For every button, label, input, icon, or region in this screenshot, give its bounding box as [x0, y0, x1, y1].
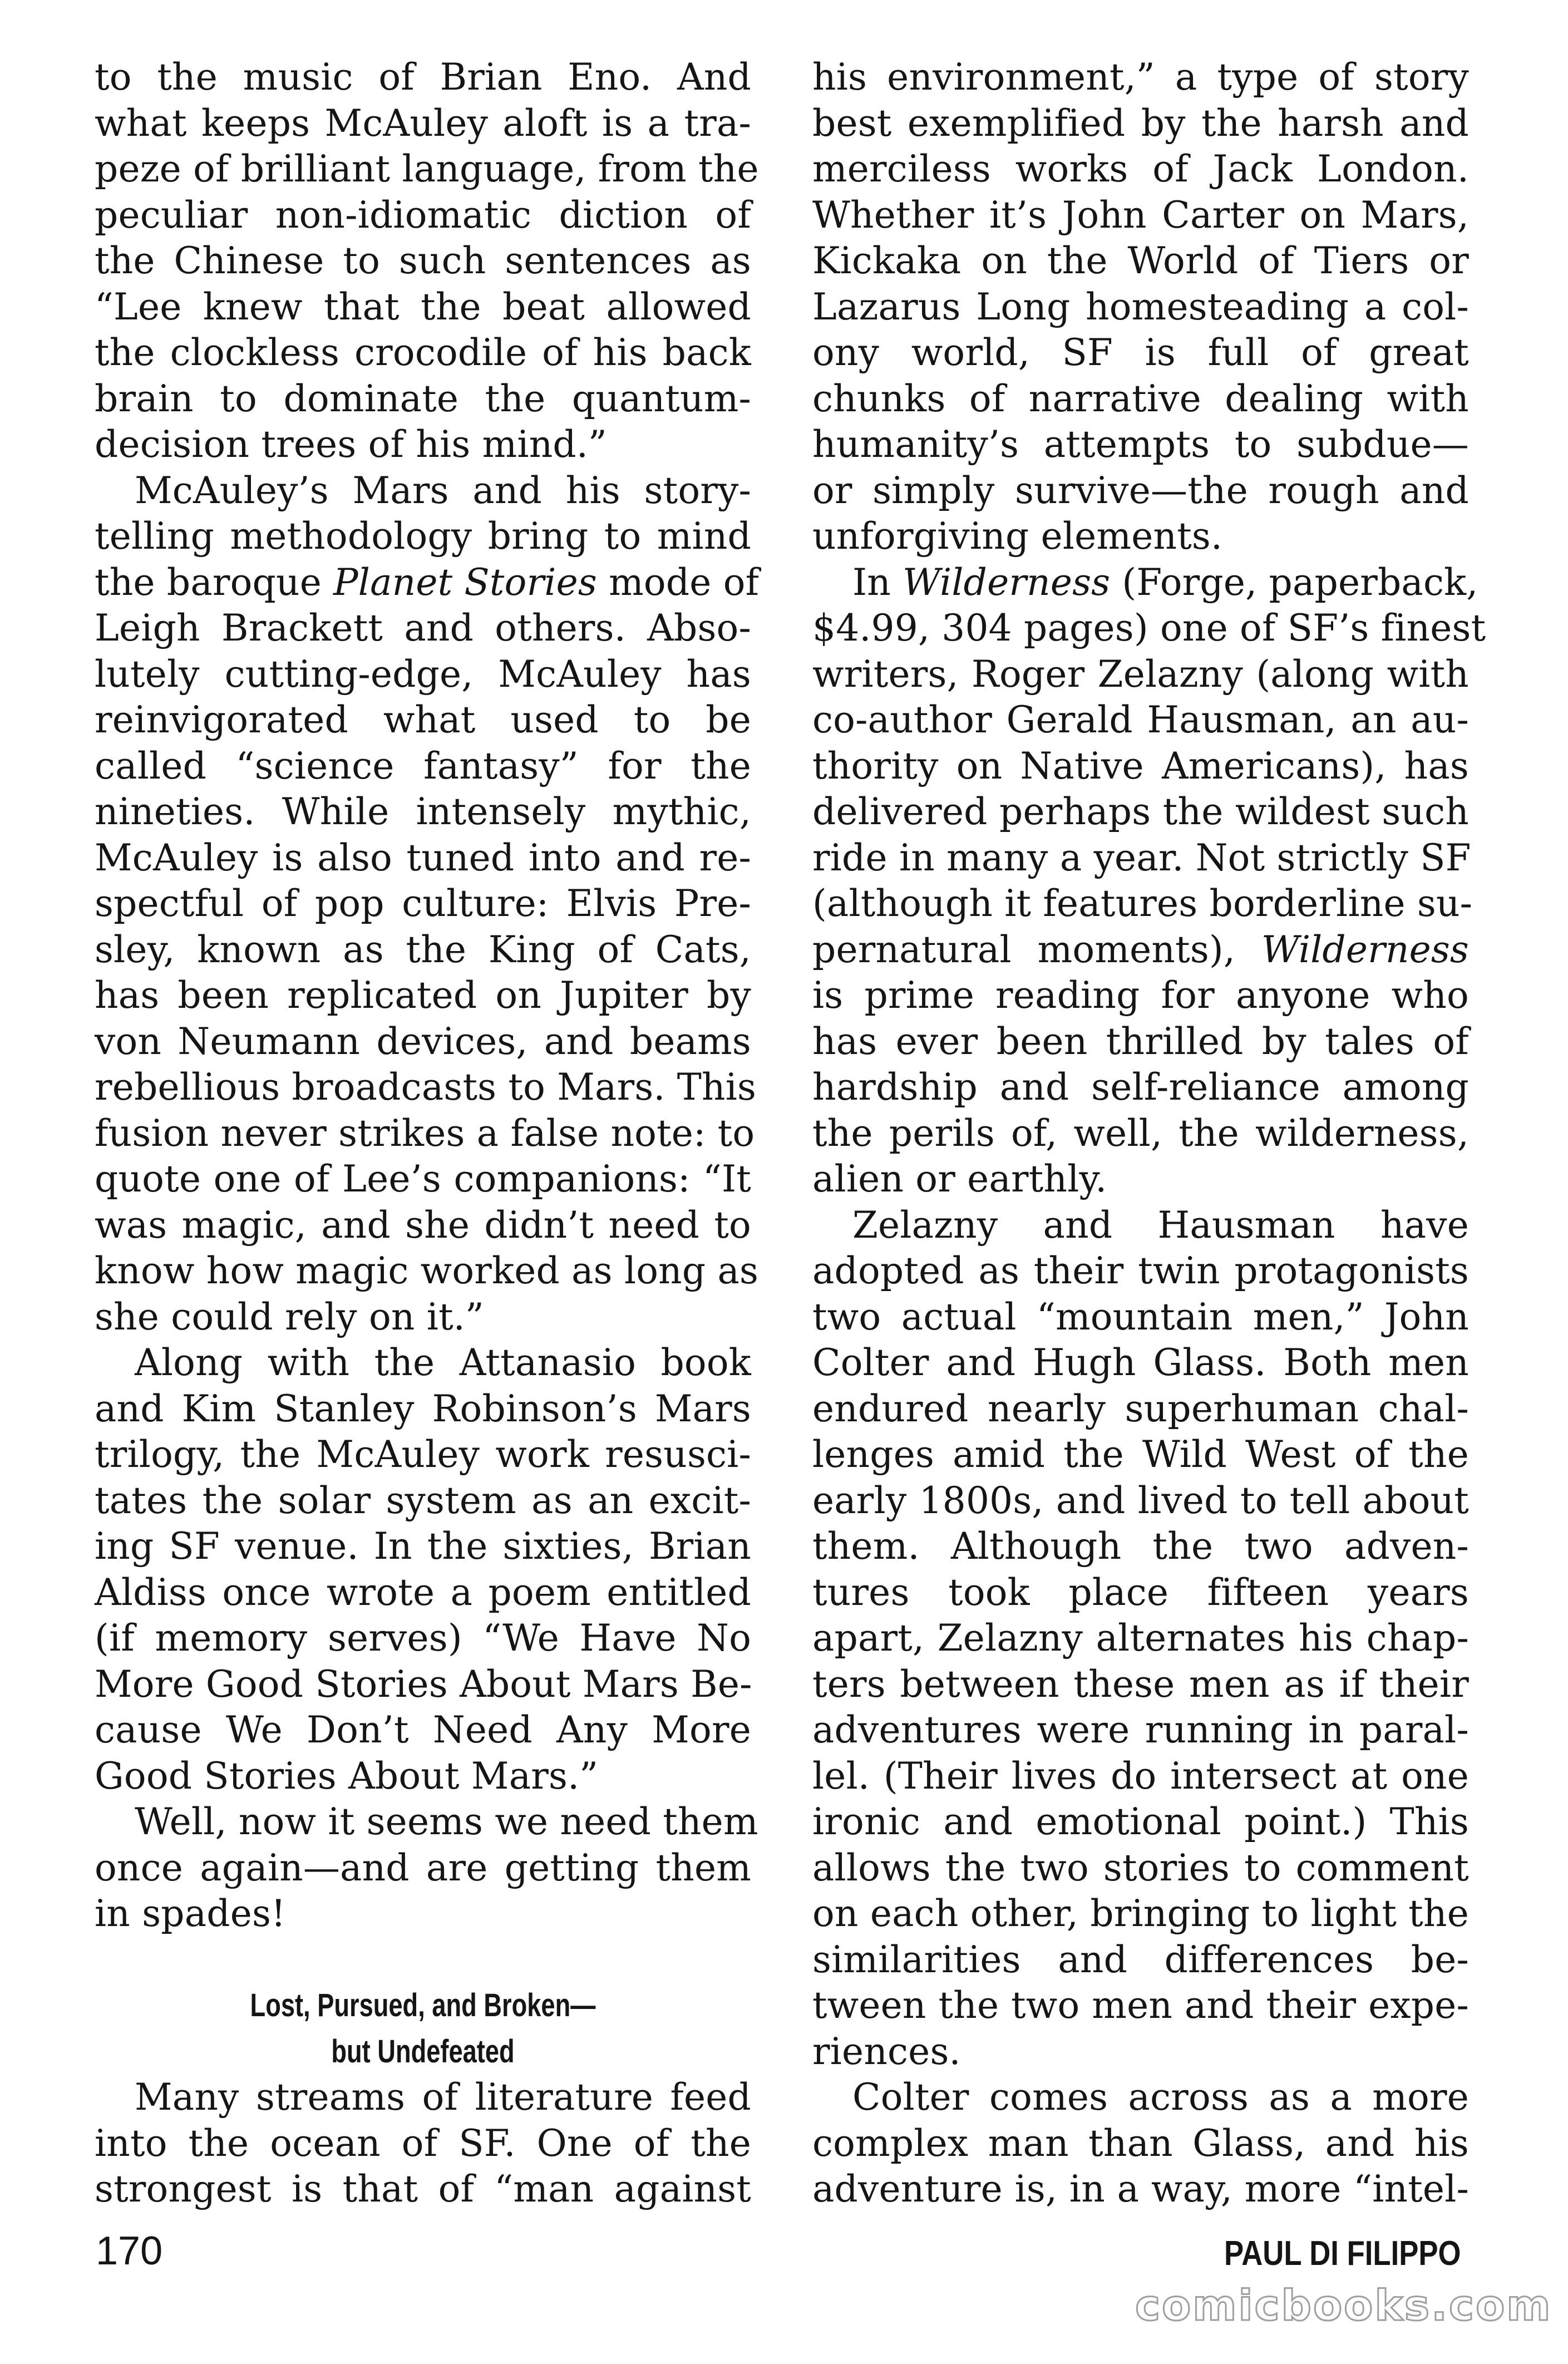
text-line: nineties. While intensely mythic,: [95, 790, 751, 833]
text-line: $4.99, 304 pages) one of SF’s finest: [812, 607, 1486, 649]
text-line: early 1800s, and lived to tell about: [812, 1479, 1469, 1522]
section-heading: Lost, Pursued, and Broken—: [250, 1987, 596, 2023]
text-line: In Wilderness (Forge, paperback,: [852, 560, 1478, 604]
text-line: and Kim Stanley Robinson’s Mars: [95, 1387, 751, 1430]
text-line: know how magic worked as long as: [95, 1249, 759, 1292]
text-line: the baroque Planet Stories mode of: [95, 560, 760, 604]
text-line: co-author Gerald Hausman, an au-: [812, 698, 1469, 741]
text-line: chunks of narrative dealing with: [812, 377, 1469, 420]
text-line: “Lee knew that the beat allowed: [95, 285, 751, 328]
text-line: two actual “mountain men,” John: [812, 1295, 1469, 1338]
text-line: ing SF venue. In the sixties, Brian: [95, 1525, 751, 1568]
text-line: once again—and are getting them: [95, 1846, 751, 1889]
text-line: rebellious broadcasts to Mars. This: [95, 1066, 757, 1109]
text-line: riences.: [812, 2030, 961, 2073]
text-line: telling methodology bring to mind: [95, 515, 751, 558]
right-column: [812, 55, 1486, 2213]
text-line: adventures were running in paral-: [812, 1708, 1469, 1751]
text-line: Zelazny and Hausman have: [852, 1203, 1469, 1247]
text-line: McAuley is also tuned into and re-: [95, 836, 751, 879]
text-line: adventure is, in a way, more “intel-: [812, 2168, 1469, 2210]
text-line: them. Although the two adven-: [812, 1525, 1469, 1568]
text-line: McAuley’s Mars and his story-: [135, 469, 751, 512]
text-line: Kickaka on the World of Tiers or: [812, 239, 1469, 282]
text-line: she could rely on it.”: [95, 1295, 484, 1338]
text-line: the clockless crocodile of his back: [95, 331, 751, 374]
text-line: unforgiving elements.: [812, 515, 1223, 558]
text-line: cause We Don’t Need Any More: [95, 1708, 751, 1751]
text-line: von Neumann devices, and beams: [95, 1020, 751, 1063]
text-line: (although it features borderline su-: [812, 882, 1473, 925]
watermark: comicbooks.com: [1135, 2281, 1552, 2330]
text-line: has ever been thrilled by tales of: [812, 1020, 1469, 1063]
text-line: Along with the Attanasio book: [135, 1341, 751, 1384]
text-line: is prime reading for anyone who: [812, 974, 1469, 1017]
text-line: Well, now it seems we need them: [135, 1800, 758, 1843]
text-line: decision trees of his mind.”: [95, 423, 607, 466]
text-line: ony world, SF is full of great: [812, 331, 1469, 374]
text-line: best exemplified by the harsh and: [812, 101, 1469, 145]
text-line: has been replicated on Jupiter by: [95, 974, 751, 1017]
text-line: Colter and Hugh Glass. Both men: [812, 1341, 1469, 1384]
text-line: into the ocean of SF. One of the: [95, 2121, 751, 2165]
text-line: peze of brilliant language, from the: [95, 147, 759, 190]
page-number: 170: [96, 2229, 163, 2273]
text-line: More Good Stories About Mars Be-: [95, 1662, 752, 1706]
text-line: writers, Roger Zelazny (along with: [812, 652, 1469, 696]
text-line: Good Stories About Mars.”: [95, 1754, 599, 1797]
text-line: (if memory serves) “We Have No: [95, 1617, 751, 1659]
section-spacer: [95, 1937, 751, 1983]
text-line: tween the two men and their expe-: [812, 1984, 1469, 2027]
text-line: the Chinese to such sentences as: [95, 239, 751, 282]
text-line: lel. (Their lives do intersect at one: [812, 1754, 1469, 1797]
text-line: hardship and self-reliance among: [812, 1066, 1469, 1109]
text-line: ironic and emotional point.) This: [812, 1800, 1469, 1843]
text-line: or simply survive—the rough and: [812, 469, 1469, 512]
text-line: similarities and differences be-: [812, 1938, 1469, 1981]
text-line: in spades!: [95, 1892, 286, 1935]
section-heading: but Undefeated: [331, 2033, 515, 2070]
text-line: merciless works of Jack London.: [812, 147, 1469, 190]
text-line: lenges amid the Wild West of the: [812, 1433, 1469, 1476]
text-line: strongest is that of “man against: [95, 2168, 751, 2210]
text-line: the perils of, well, the wilderness,: [812, 1111, 1469, 1155]
text-line: spectful of pop culture: Elvis Pre-: [95, 882, 751, 925]
text-line: tures took place fifteen years: [812, 1570, 1469, 1614]
text-line: alien or earthly.: [812, 1158, 1107, 1200]
text-line: apart, Zelazny alternates his chap-: [812, 1617, 1469, 1659]
text-line: Aldiss once wrote a poem entitled: [95, 1570, 751, 1614]
text-line: delivered perhaps the wildest such: [812, 790, 1469, 833]
text-line: peculiar non-idiomatic diction of: [95, 193, 751, 237]
text-line: fusion never strikes a false note: to: [95, 1111, 755, 1155]
text-line: what keeps McAuley aloft is a tra-: [95, 101, 751, 145]
text-line: his environment,” a type of story: [812, 56, 1469, 98]
running-footer-author: PAUL DI FILIPPO: [1224, 2234, 1461, 2273]
text-line: complex man than Glass, and his: [812, 2121, 1469, 2165]
text-line: quote one of Lee’s companions: “It: [95, 1158, 751, 1200]
text-line: ters between these men as if their: [812, 1662, 1469, 1706]
text-line: trilogy, the McAuley work resusci-: [95, 1433, 751, 1476]
text-line: thority on Native Americans), has: [812, 744, 1469, 787]
text-line: Leigh Brackett and others. Abso-: [95, 607, 751, 649]
text-line: sley, known as the King of Cats,: [95, 928, 751, 971]
text-line: reinvigorated what used to be: [95, 698, 751, 741]
text-line: adopted as their twin protagonists: [812, 1249, 1469, 1292]
text-line: called “science fantasy” for the: [95, 744, 751, 787]
text-line: ride in many a year. Not strictly SF: [812, 836, 1471, 879]
text-line: humanity’s attempts to subdue—: [812, 423, 1469, 466]
text-line: Lazarus Long homesteading a col-: [812, 285, 1469, 328]
text-line: was magic, and she didn’t need to: [95, 1203, 751, 1247]
text-line: on each other, bringing to light the: [812, 1892, 1469, 1935]
text-line: Whether it’s John Carter on Mars,: [812, 193, 1469, 237]
text-line: Colter comes across as a more: [852, 2076, 1469, 2119]
text-line: endured nearly superhuman chal-: [812, 1387, 1469, 1430]
text-line: Many streams of literature feed: [135, 2076, 751, 2119]
text-line: tates the solar system as an excit-: [95, 1479, 751, 1522]
text-line: lutely cutting-edge, McAuley has: [95, 652, 751, 696]
text-line: pernatural moments), Wilderness: [812, 928, 1469, 971]
text-line: to the music of Brian Eno. And: [95, 56, 751, 98]
text-line: allows the two stories to comment: [812, 1846, 1469, 1889]
text-line: brain to dominate the quantum-: [95, 377, 751, 420]
left-column: [95, 55, 760, 2213]
